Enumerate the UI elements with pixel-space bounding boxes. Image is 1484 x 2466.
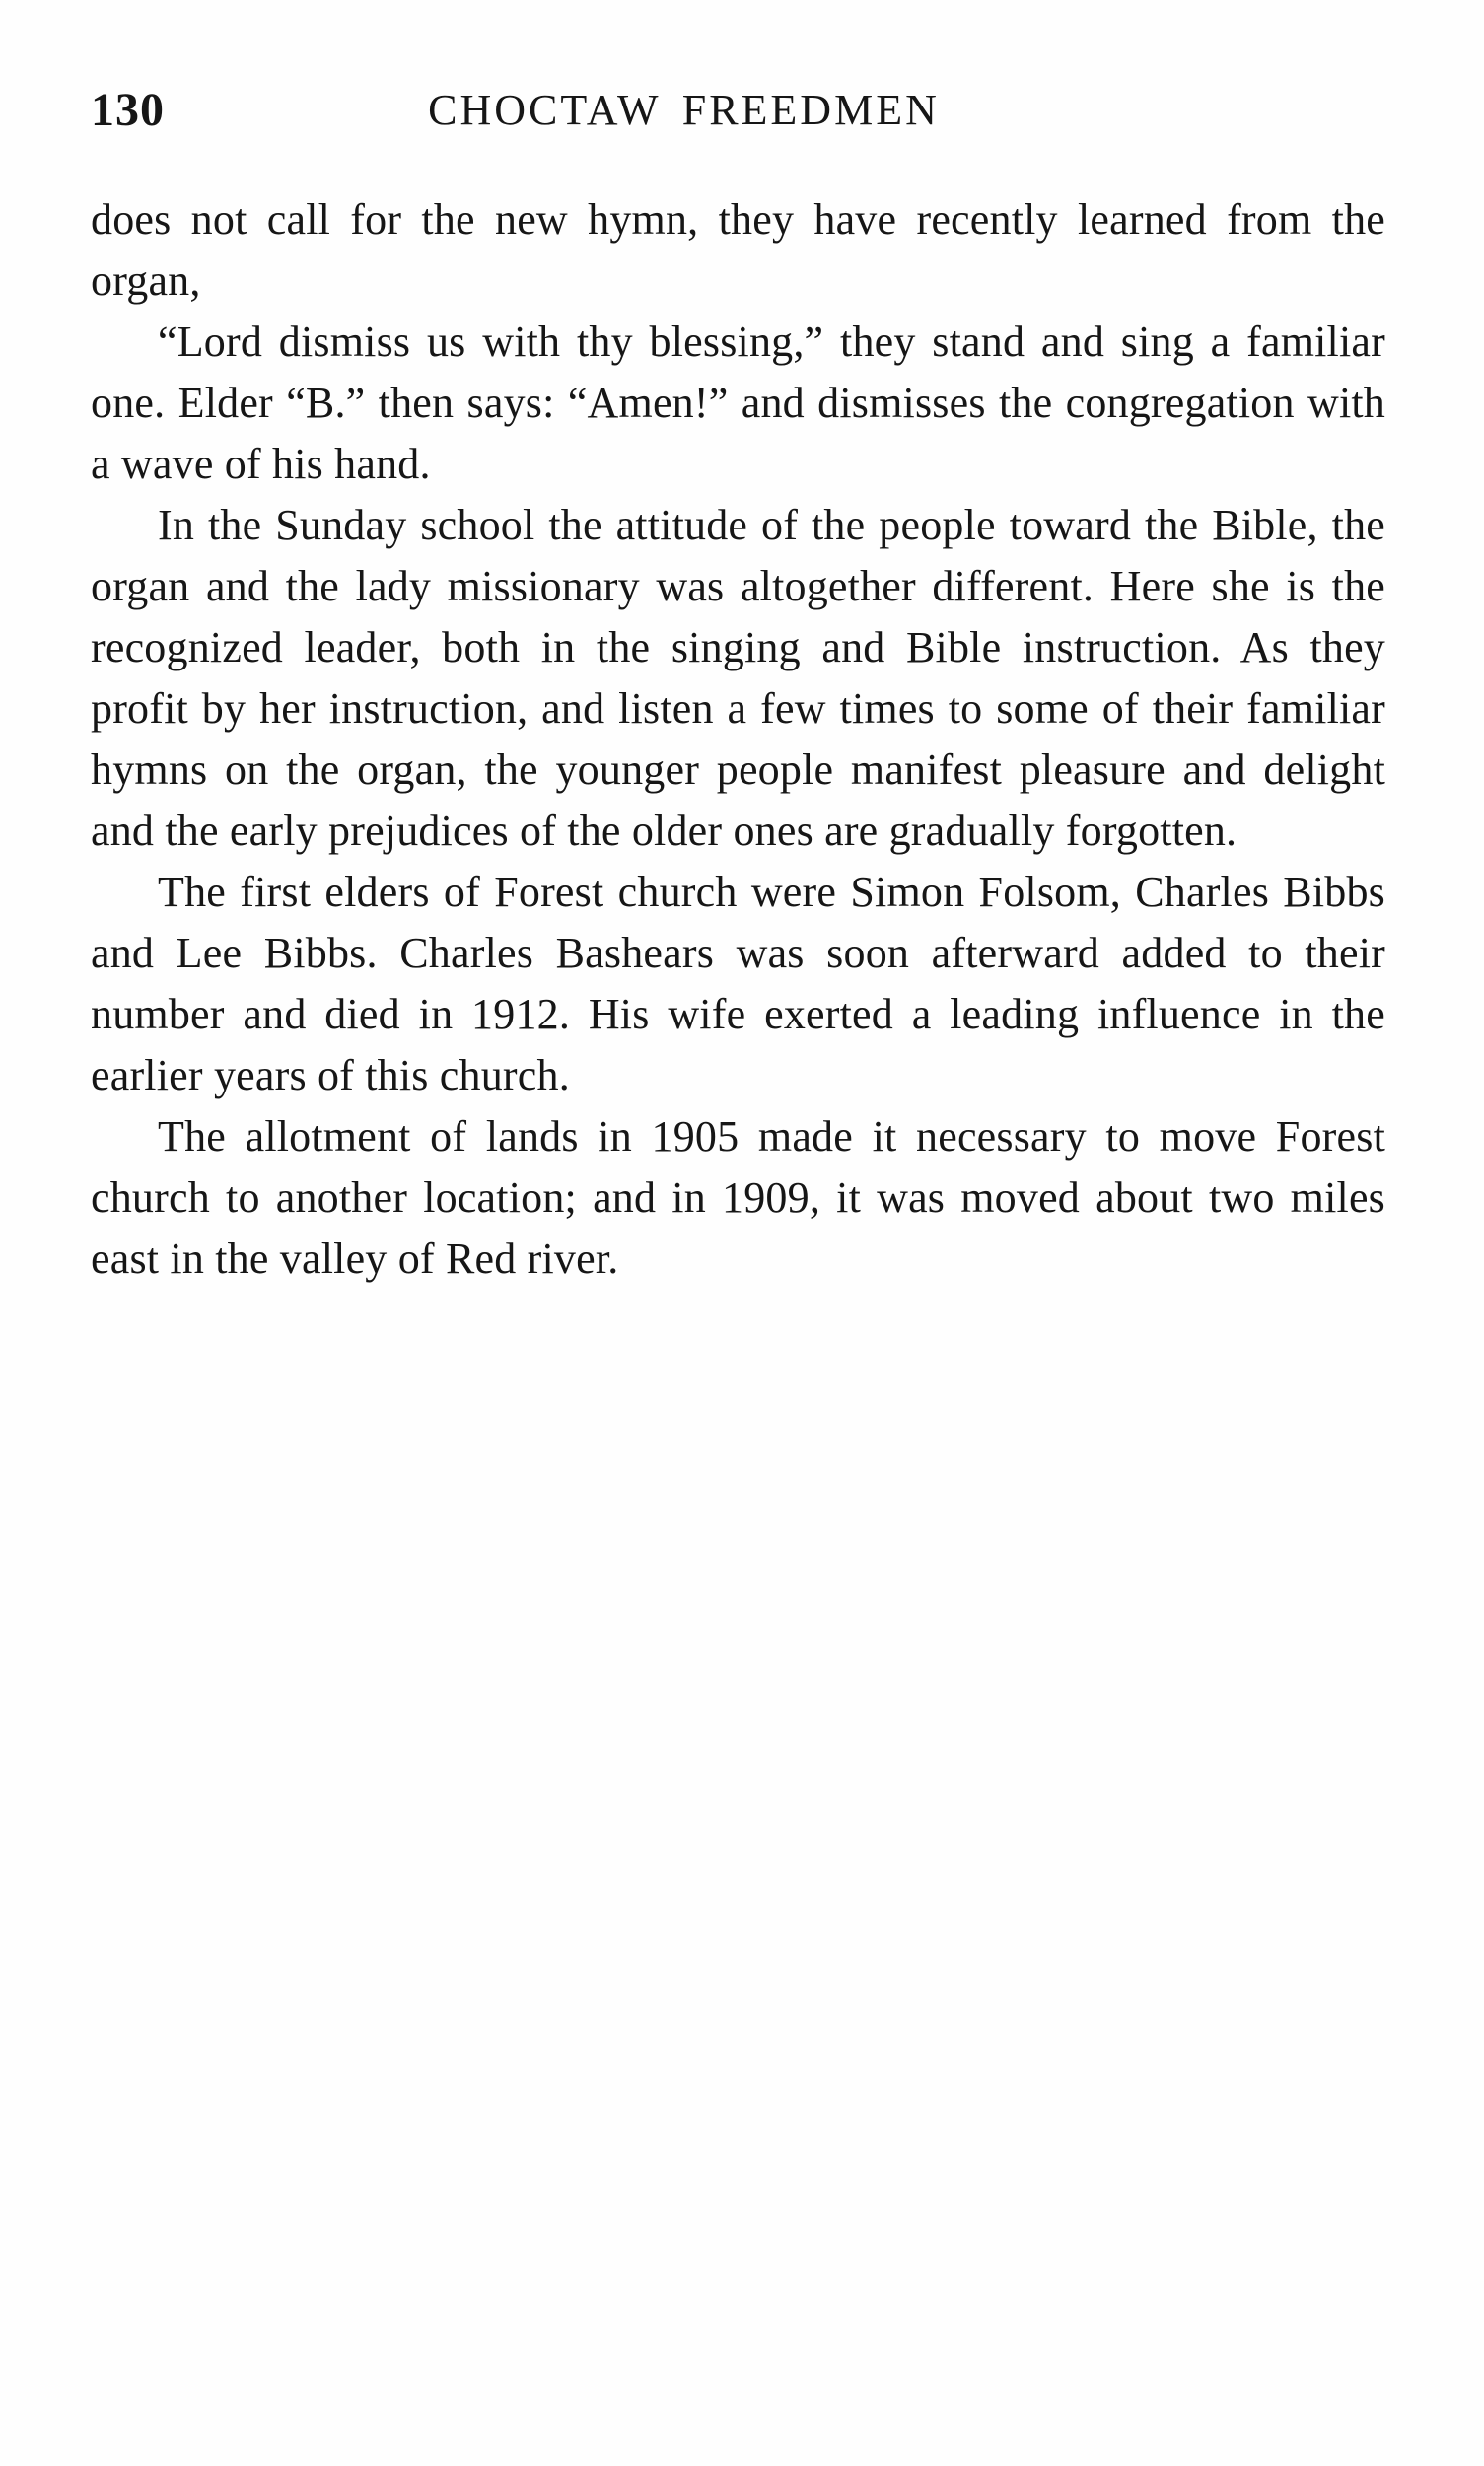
paragraph: “Lord dismiss us with thy blessing,” they stand and sing a familiar one. Elder “B.” then says: “Amen!” and dismisses the congregation with a wave of his hand.: [91, 317, 1385, 488]
page-header: [91, 84, 1385, 146]
running-title: CHOCTAW FREEDMEN: [428, 86, 940, 134]
paragraph: In the Sunday school the attitude of the people toward the Bible, the organ and the lady missionary was altogether different. Here she is the recognized leader, both in the singing and Bible instruction. As they profit by her instruction, and listen a few times to some of their familiar hymns on the organ, the younger people manifest pleasure and delight and the early prejudices of the older ones are gradually forgotten.: [91, 501, 1385, 855]
page-number: 130: [91, 84, 165, 136]
paragraph: The allotment of lands in 1905 made it necessary to move Forest church to another location; and in 1909, it was moved about two miles east in the valley of Red river.: [91, 1112, 1385, 1283]
body-text: [91, 189, 1385, 1290]
paragraph: does not call for the new hymn, they have recently learned from the organ,: [91, 195, 1385, 305]
paragraph: The first elders of Forest church were Simon Folsom, Charles Bibbs and Lee Bibbs. Charles Bashears was soon afterward added to their number and died in 1912. His wife exerted a leading influence in the earlier years of this church.: [91, 868, 1385, 1099]
